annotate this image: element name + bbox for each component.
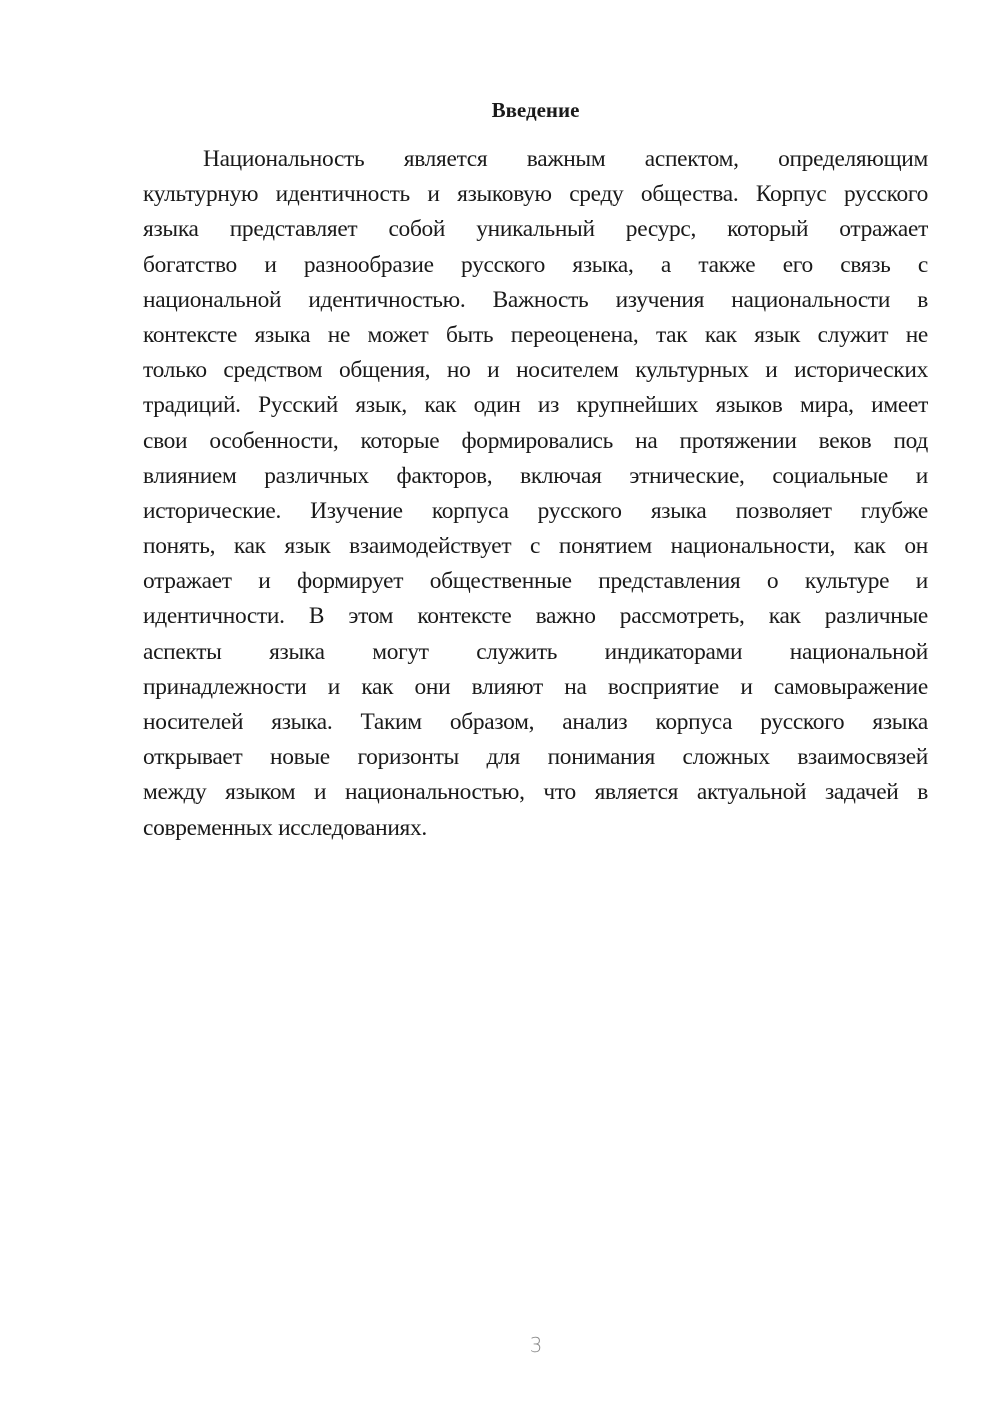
page-number: 3: [529, 1333, 543, 1357]
section-heading: Введение: [491, 98, 580, 122]
paragraph-line: традиций. Русский язык, как один из крупнейших языков мира, имеет: [143, 392, 928, 419]
paragraph-line: открывает новые горизонты для понимания сложных взаимосвязей: [143, 744, 928, 771]
paragraph-line: контексте языка не может быть переоценена, так как язык служит не: [143, 321, 928, 348]
paragraph-line: принадлежности и как они влияют на восприятие и самовыражение: [143, 673, 928, 700]
paragraph-line: только средством общения, но и носителем культурных и исторических: [143, 357, 928, 384]
paragraph-line: понять, как язык взаимодействует с понятием национальности, как он: [143, 533, 928, 560]
paragraph-line: идентичности. В этом контексте важно рассмотреть, как различные: [143, 603, 928, 630]
paragraph-line: языка представляет собой уникальный ресурс, который отражает: [143, 216, 928, 243]
paragraph-line: богатство и разнообразие русского языка, а также его связь с: [143, 251, 928, 278]
paragraph-line: отражает и формирует общественные представления о культуре и: [143, 568, 928, 595]
paragraph-line: влиянием различных факторов, включая этнические, социальные и: [143, 462, 928, 489]
paragraph-line: свои особенности, которые формировались на протяжении веков под: [143, 427, 928, 454]
body-paragraph: [143, 142, 928, 846]
paragraph-line: культурную идентичность и языковую среду общества. Корпус русского: [143, 181, 928, 208]
paragraph-line: аспекты языка могут служить индикаторами национальной: [143, 638, 928, 665]
paragraph-line: исторические. Изучение корпуса русского языка позволяет глубже: [143, 497, 928, 524]
paragraph-line: национальной идентичностью. Важность изучения национальности в: [143, 286, 928, 313]
paragraph-line: современных исследованиях.: [143, 814, 427, 841]
paragraph-line: носителей языка. Таким образом, анализ корпуса русского языка: [143, 709, 928, 735]
paragraph-line: между языком и национальностью, что является актуальной задачей в: [143, 779, 928, 806]
paragraph-line: Национальность является важным аспектом, определяющим: [203, 146, 928, 172]
